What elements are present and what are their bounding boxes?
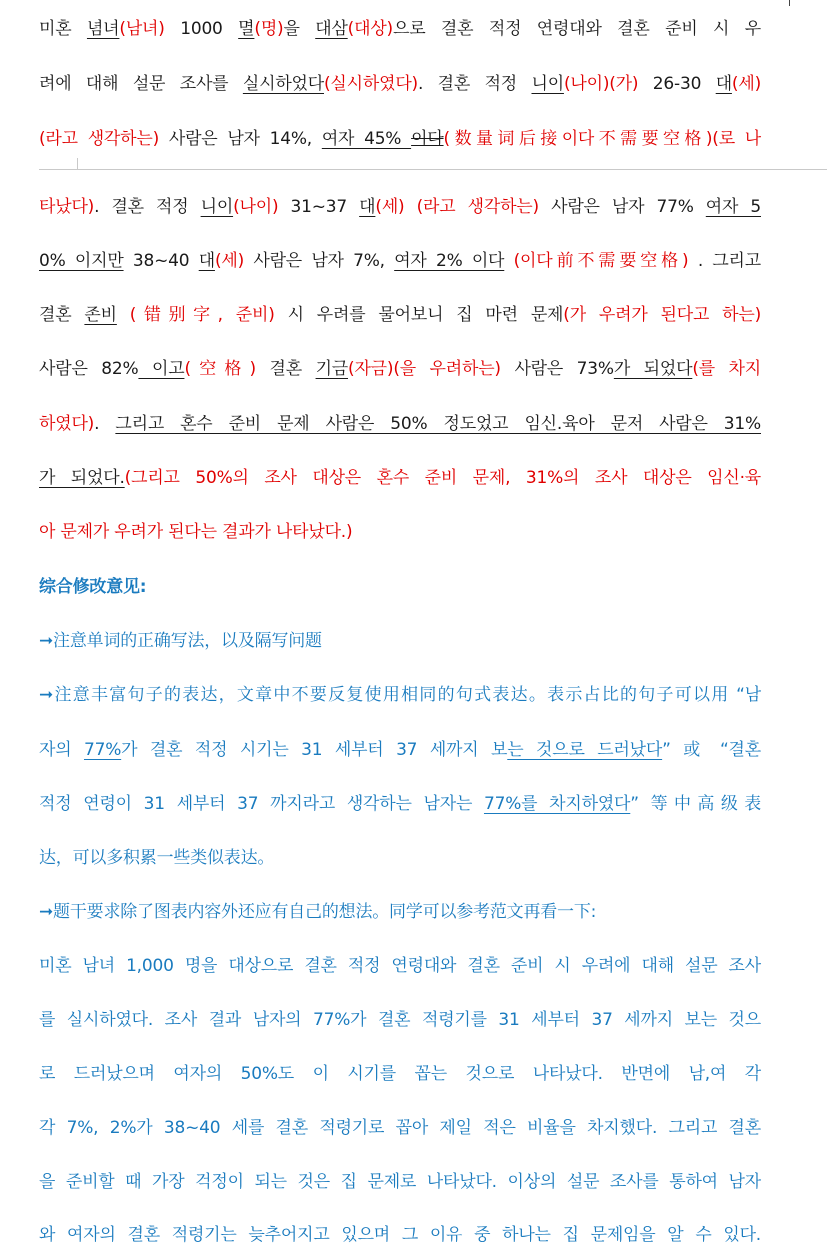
essay-line-6: 결혼 존비 (错别字, 준비) 시 우려를 물어보니 집 마련 문제(가 우려가 된다고 하는): [39, 305, 761, 325]
essay-line-4: 타났다). 결혼 적정 니이(나이) 31~37 대(세) (라고 생각하는) 사람은 남자 77% 여자 5: [39, 197, 761, 217]
sample-line-3: 로 드러났으며 여자의 50%도 이 시기를 꼽는 것으로 나타났다. 반면에 남,여 각: [39, 1064, 761, 1084]
essay-line-8: 하였다). 그리고 혼수 준비 문제 사람은 50% 정도었고 임신.육아 문저 사람은 31%: [39, 414, 761, 434]
comment-expression-4: 达，可以多积累一些类似表达。: [39, 848, 275, 868]
essay-line-3: (라고 생각하는) 사람은 남자 14%, 여자 45% 이다(数量词后接이다不需要空格)(로 나: [39, 129, 761, 149]
comment-expression-3: 적정 연령이 31 세부터 37 까지라고 생각하는 남자는 77%를 차지하였다” 等中高级表: [39, 794, 761, 814]
comment-expression-2: 자의 77%가 결혼 적정 시기는 31 세부터 37 세까지 보는 것으로 드러났다” 或 “결혼: [39, 740, 761, 760]
sample-line-4: 각 7%, 2%가 38~40 세를 결혼 적령기로 꼽아 제일 적은 비율을 차지했다. 그리고 결혼: [39, 1118, 761, 1138]
sample-line-2: 를 실시하였다. 조사 결과 남자의 77%가 결혼 적령기를 31 세부터 37 세까지 보는 것으: [39, 1010, 761, 1030]
comment-own-ideas: ➞题干要求除了图表内容外还应有自己的想法。同学可以参考范文再看一下:: [39, 902, 597, 922]
essay-line-10: 아 문제가 우려가 된다는 결과가 나타났다.): [39, 522, 353, 542]
page-break: [39, 158, 827, 180]
essay-line-1: 미혼 념녀(남녀) 1000 멸(명)을 대삼(대상)으로 결혼 적정 연령대와 결혼 준비 시 우: [39, 19, 761, 39]
essay-line-7: 사람은 82% 이고(空格) 결혼 기금(자금)(을 우려하는) 사람은 73%가 되었다(를 차지: [39, 359, 761, 379]
comment-expression-1: ➞注意丰富句子的表达，文章中不要反复使用相同的句式表达。表示占比的句子可以用 “남: [39, 685, 761, 705]
essay-line-2: 려에 대해 설문 조사를 실시하었다(실시하였다). 결혼 적정 니이(나이)(가) 26-30 대(세): [39, 74, 762, 94]
sample-line-5: 을 준비할 때 가장 걱정이 되는 것은 집 문제로 나타났다. 이상의 설문 조사를 통하여 남자: [39, 1172, 761, 1192]
sample-line-1: 미혼 남녀 1,000 명을 대상으로 결혼 적정 연령대와 결혼 준비 시 우려에 대해 설문 조사: [39, 956, 761, 976]
text-cursor: [789, 0, 790, 6]
essay-line-9: 가 되었다.(그리고 50%의 조사 대상은 혼수 준비 문제, 31%의 조사 대상은 임신·육: [39, 468, 761, 488]
comments-heading: 综合修改意见:: [39, 577, 147, 597]
comment-spelling: ➞注意单词的正确写法，以及隔写问题: [39, 631, 322, 651]
sample-line-6: 와 여자의 결혼 적령기는 늦추어지고 있으며 그 이유 중 하나는 집 문제임을 알 수 있다.: [39, 1225, 761, 1245]
essay-line-5: 0% 이지만 38~40 대(세) 사람은 남자 7%, 여자 2% 이다 (이다前不需要空格) . 그리고: [39, 251, 762, 271]
